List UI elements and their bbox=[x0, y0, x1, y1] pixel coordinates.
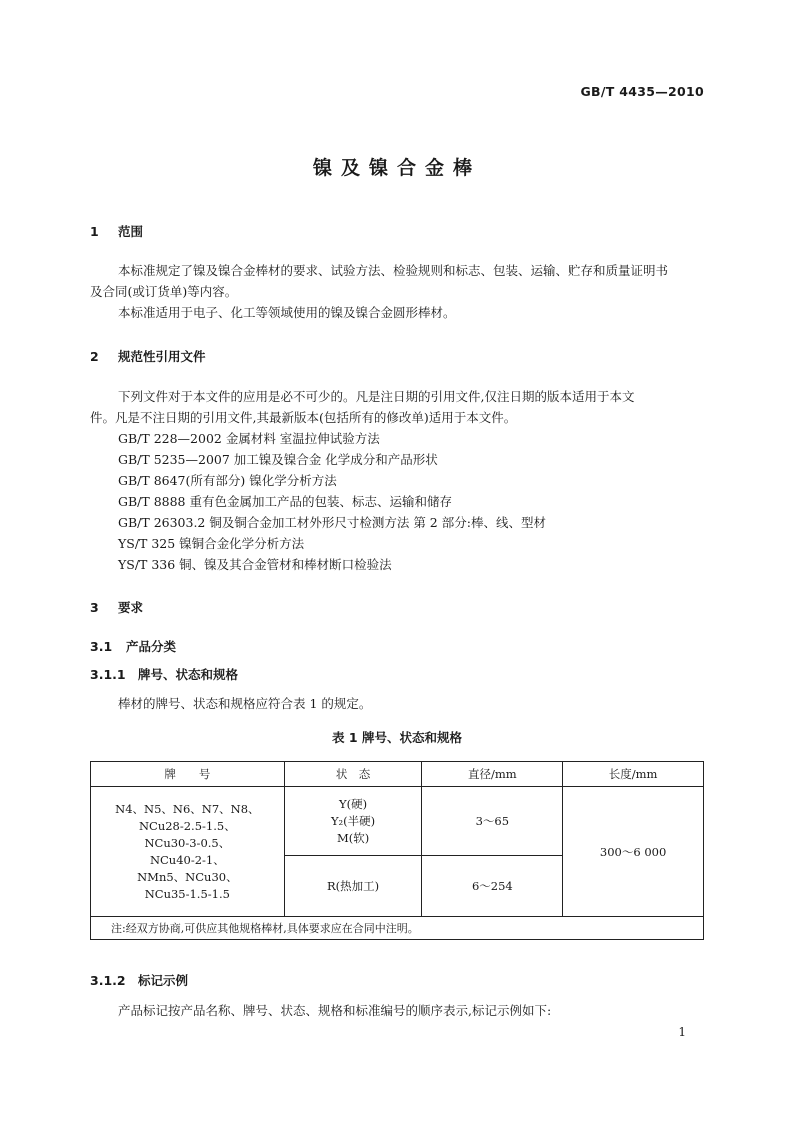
table-header-row bbox=[91, 762, 704, 787]
subsection-title: 产品分类 bbox=[126, 639, 177, 654]
subsection-heading bbox=[90, 637, 176, 655]
paragraph: 产品标记按产品名称、牌号、状态、规格和标准编号的顺序表示,标记示例如下: bbox=[118, 1003, 552, 1018]
column-header: 长度/mm bbox=[563, 762, 704, 787]
table-row bbox=[91, 787, 704, 856]
length-cell: 300～6 000 bbox=[563, 787, 704, 917]
state-line: Y(硬) bbox=[339, 796, 368, 811]
grade-line: N4、N5、N6、N7、N8、 bbox=[115, 801, 260, 816]
subsection-title: 牌号、状态和规格 bbox=[138, 667, 239, 682]
reference-list bbox=[118, 428, 546, 575]
state-cell bbox=[284, 787, 422, 856]
table-note-row bbox=[91, 917, 704, 940]
grade-line: NCu28-2.5-1.5、 bbox=[138, 818, 236, 833]
subsection-number: 3.1.1 bbox=[90, 667, 126, 682]
reference-item: GB/T 228—2002 金属材料 室温拉伸试验方法 bbox=[118, 431, 380, 446]
column-header: 牌 号 bbox=[91, 762, 285, 787]
standard-number: GB/T 4435—2010 bbox=[580, 84, 704, 99]
state-line: M(软) bbox=[336, 830, 370, 845]
section-1-heading bbox=[90, 222, 143, 240]
paragraph: 下列文件对于本文件的应用是必不可少的。凡是注日期的引用文件,仅注日期的版本适用于本文 bbox=[118, 389, 635, 404]
reference-item: GB/T 5235—2007 加工镍及镍合金 化学成分和产品形状 bbox=[118, 452, 438, 467]
section-number: 2 bbox=[90, 349, 99, 364]
subsection-number: 3.1.2 bbox=[90, 973, 126, 988]
document-title: 镍及镍合金棒 bbox=[312, 157, 481, 179]
reference-item: YS/T 325 镍铜合金化学分析方法 bbox=[118, 536, 305, 551]
paragraph: 棒材的牌号、状态和规格应符合表 1 的规定。 bbox=[118, 696, 372, 711]
subsection-heading bbox=[90, 971, 188, 989]
diameter-cell: 3～65 bbox=[422, 787, 563, 856]
grade-cell bbox=[91, 787, 285, 917]
section-3-heading bbox=[90, 598, 143, 616]
grade-line: NCu40-2-1、 bbox=[149, 852, 225, 867]
reference-item: GB/T 8888 重有色金属加工产品的包装、标志、运输和储存 bbox=[118, 494, 452, 509]
section-title: 规范性引用文件 bbox=[118, 349, 206, 364]
grade-line: NCu35-1.5-1.5 bbox=[144, 886, 230, 901]
subsection-title: 标记示例 bbox=[138, 973, 189, 988]
subsection-number: 3.1 bbox=[90, 639, 113, 654]
page-number: 1 bbox=[678, 1025, 686, 1039]
grade-line: NCu30-3-0.5、 bbox=[144, 835, 231, 850]
column-header: 状 态 bbox=[284, 762, 422, 787]
spec-table bbox=[90, 761, 704, 940]
table-note: 注:经双方协商,可供应其他规格棒材,具体要求应在合同中注明。 bbox=[91, 917, 704, 940]
reference-item: YS/T 336 铜、镍及其合金管材和棒材断口检验法 bbox=[118, 557, 392, 572]
diameter-cell: 6～254 bbox=[422, 856, 563, 917]
section-title: 范围 bbox=[118, 224, 144, 239]
paragraph: 本标准规定了镍及镍合金棒材的要求、试验方法、检验规则和标志、包装、运输、贮存和质量证明书 bbox=[118, 263, 669, 278]
state-line: Y₂(半硬) bbox=[330, 813, 376, 828]
paragraph: 件。凡是不注日期的引用文件,其最新版本(包括所有的修改单)适用于本文件。 bbox=[90, 410, 517, 425]
grade-line: NMn5、NCu30、 bbox=[137, 869, 238, 884]
column-header: 直径/mm bbox=[422, 762, 563, 787]
paragraph: 本标准适用于电子、化工等领域使用的镍及镍合金圆形棒材。 bbox=[118, 305, 456, 320]
section-number: 3 bbox=[90, 600, 99, 615]
subsection-heading bbox=[90, 665, 238, 683]
reference-item: GB/T 26303.2 铜及铜合金加工材外形尺寸检测方法 第 2 部分:棒、线、型材 bbox=[118, 515, 546, 530]
reference-item: GB/T 8647(所有部分) 镍化学分析方法 bbox=[118, 473, 337, 488]
paragraph: 及合同(或订货单)等内容。 bbox=[90, 284, 238, 299]
state-cell: R(热加工) bbox=[284, 856, 422, 917]
section-number: 1 bbox=[90, 224, 99, 239]
section-title: 要求 bbox=[118, 600, 144, 615]
table-caption: 表 1 牌号、状态和规格 bbox=[332, 730, 462, 745]
section-2-heading bbox=[90, 347, 206, 365]
